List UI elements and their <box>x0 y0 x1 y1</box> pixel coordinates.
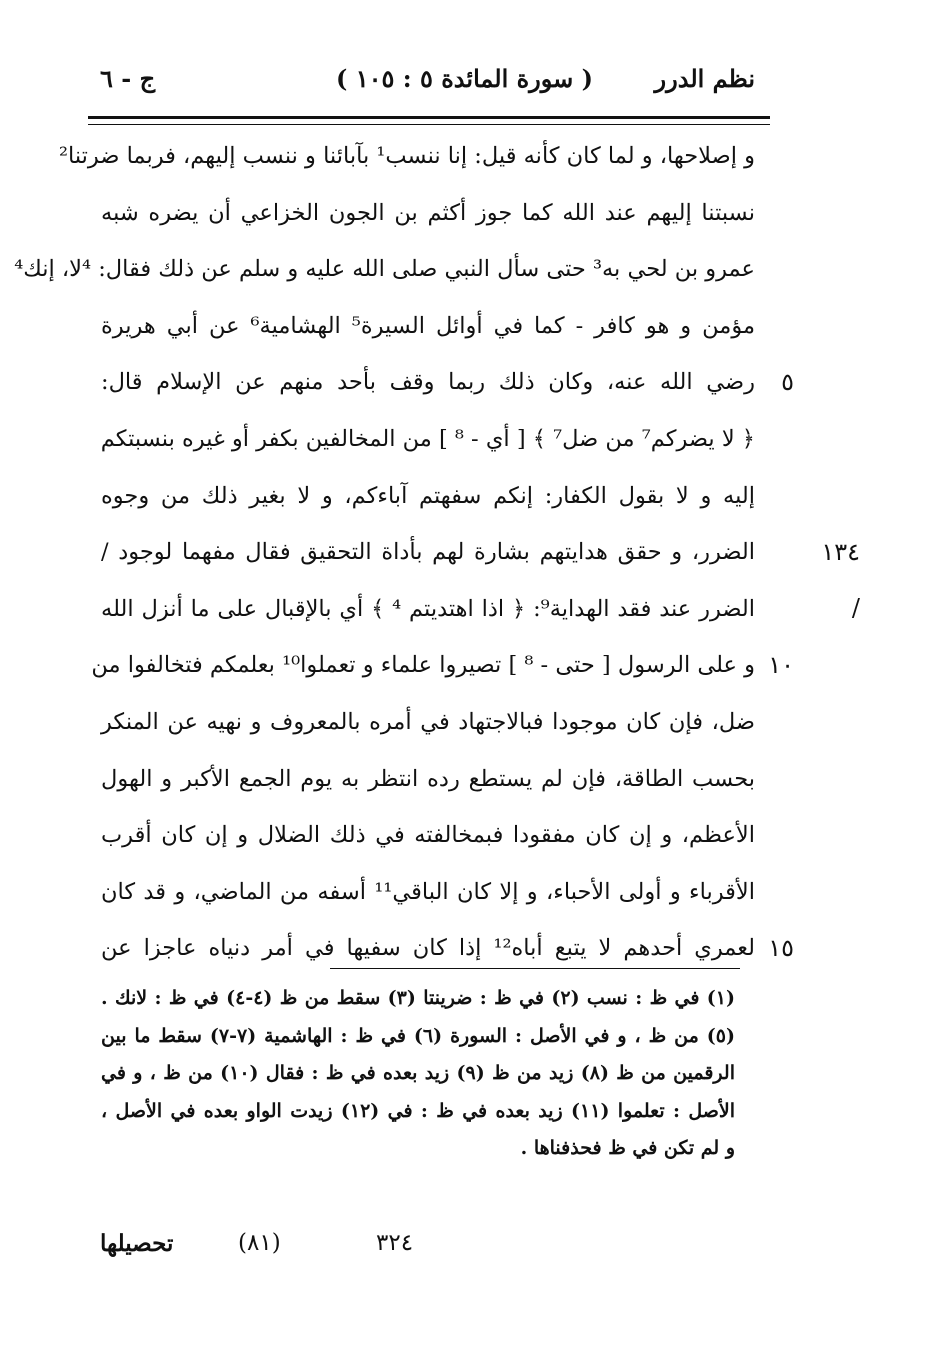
footnote-line: الرقمين من ظ (٨) زيد من ظ (٩) زيد بعده في ظ : فقال (١٠) من ظ ، و في <box>101 1062 735 1084</box>
footnote-line: و لم تكن في ظ فحذفناها . <box>520 1137 735 1159</box>
text-line: إليه و لا بقول الكفار: إنكم سفهتم آباءكم، و لا بغير ذلك من وجوه <box>101 483 755 509</box>
catchword: تحصيلها <box>100 1230 174 1257</box>
header-rule-thick <box>88 116 770 119</box>
line-number: ١٠ <box>768 651 794 679</box>
page-number: ٣٢٤ <box>376 1230 414 1256</box>
text-line: رضي الله عنه، وكان ذلك ربما وقف بأحد منهم عن الإسلام قال: <box>101 369 755 395</box>
text-line: ﴿ لا يضركم⁷ من ضل⁷ ﴾ [ أي - ⁸ ] من المخالفين بكفر أو غيره بنسبتكم <box>100 426 755 452</box>
margin-page-marker: ١٣٤ / <box>821 538 860 622</box>
text-line: نسبتنا إليهم عند الله كما جوز أكثم بن الجون الخزاعي أن يضره شبه <box>101 200 755 226</box>
surah-reference: ( سورة المائدة ٥ : ١٠٥ ) <box>336 64 593 93</box>
header-rule-thin <box>88 124 770 125</box>
text-line: عمرو بن لحي به³ حتى سأل النبي صلى الله عليه و سلم عن ذلك فقال: ⁴لا، إنك⁴ <box>14 256 755 282</box>
text-line: الأقرباء و أولى الأحباء، و إلا كان الباقي¹¹ أسفه من الماضي، و قد كان <box>101 879 755 905</box>
signature-code: (٨١) <box>238 1230 281 1256</box>
volume-label: ج - ٦ <box>100 64 156 93</box>
text-line: ضل، فإن كان موجودا فبالاجتهاد في أمره بالمعروف و نهيه عن المنكر <box>101 709 755 735</box>
text-line: لعمري أحدهم لا يتبع أباه¹² إذا كان سفيها في أمر دنياه عاجزا عن <box>101 935 755 961</box>
running-title: نظم الدرر <box>654 64 755 93</box>
footnote-line: الأصل : تعلموا (١١) زيد بعده في ظ : في (١٢) زيدت الواو بعده في الأصل ، <box>101 1100 735 1122</box>
footnote-separator <box>330 968 740 969</box>
text-line: الضرر عند فقد الهداية⁹: ﴿ اذا اهتديتم ⁴ ﴾ أي بالإقبال على ما أنزل الله <box>101 596 755 622</box>
footnote-line: (١) في ظ : نسب (٢) في ظ : ضرينتا (٣) سقط من ظ (٤-٤) في ظ : لانك . <box>101 987 736 1009</box>
text-line: و إصلاحها، و لما كان كأنه قيل: إنا ننسب¹ بآبائنا و ننسب إليهم، فربما ضرتنا² <box>58 143 755 169</box>
text-line: الضرر، و حقق هدايتهم بشارة لهم بأداة التحقيق فقال مفهما لوجود / <box>101 539 755 565</box>
text-line: بحسب الطاقة، فإن لم يستطع رده انتظر به يوم الجمع الأكبر و الهول <box>101 766 755 792</box>
line-number: ١٥ <box>768 934 794 962</box>
footnote-line: (٥) من ظ ، و في الأصل : السورة (٦) في ظ : الهاشمية (٧-٧) سقط ما بين <box>101 1025 735 1047</box>
line-number: ٥ <box>781 368 794 396</box>
text-line: مؤمن و هو كافر - كما في أوائل السيرة⁵ الهشامية⁶ عن أبي هريرة <box>101 313 755 339</box>
text-line: و على الرسول [ حتى - ⁸ ] تصيروا علماء و تعملوا¹⁰ بعلمكم فتخالفوا من <box>91 652 755 678</box>
text-line: الأعظم، و إن كان مفقودا فبمخالفته في ذلك الضلال و إن كان أقرب <box>101 822 755 848</box>
